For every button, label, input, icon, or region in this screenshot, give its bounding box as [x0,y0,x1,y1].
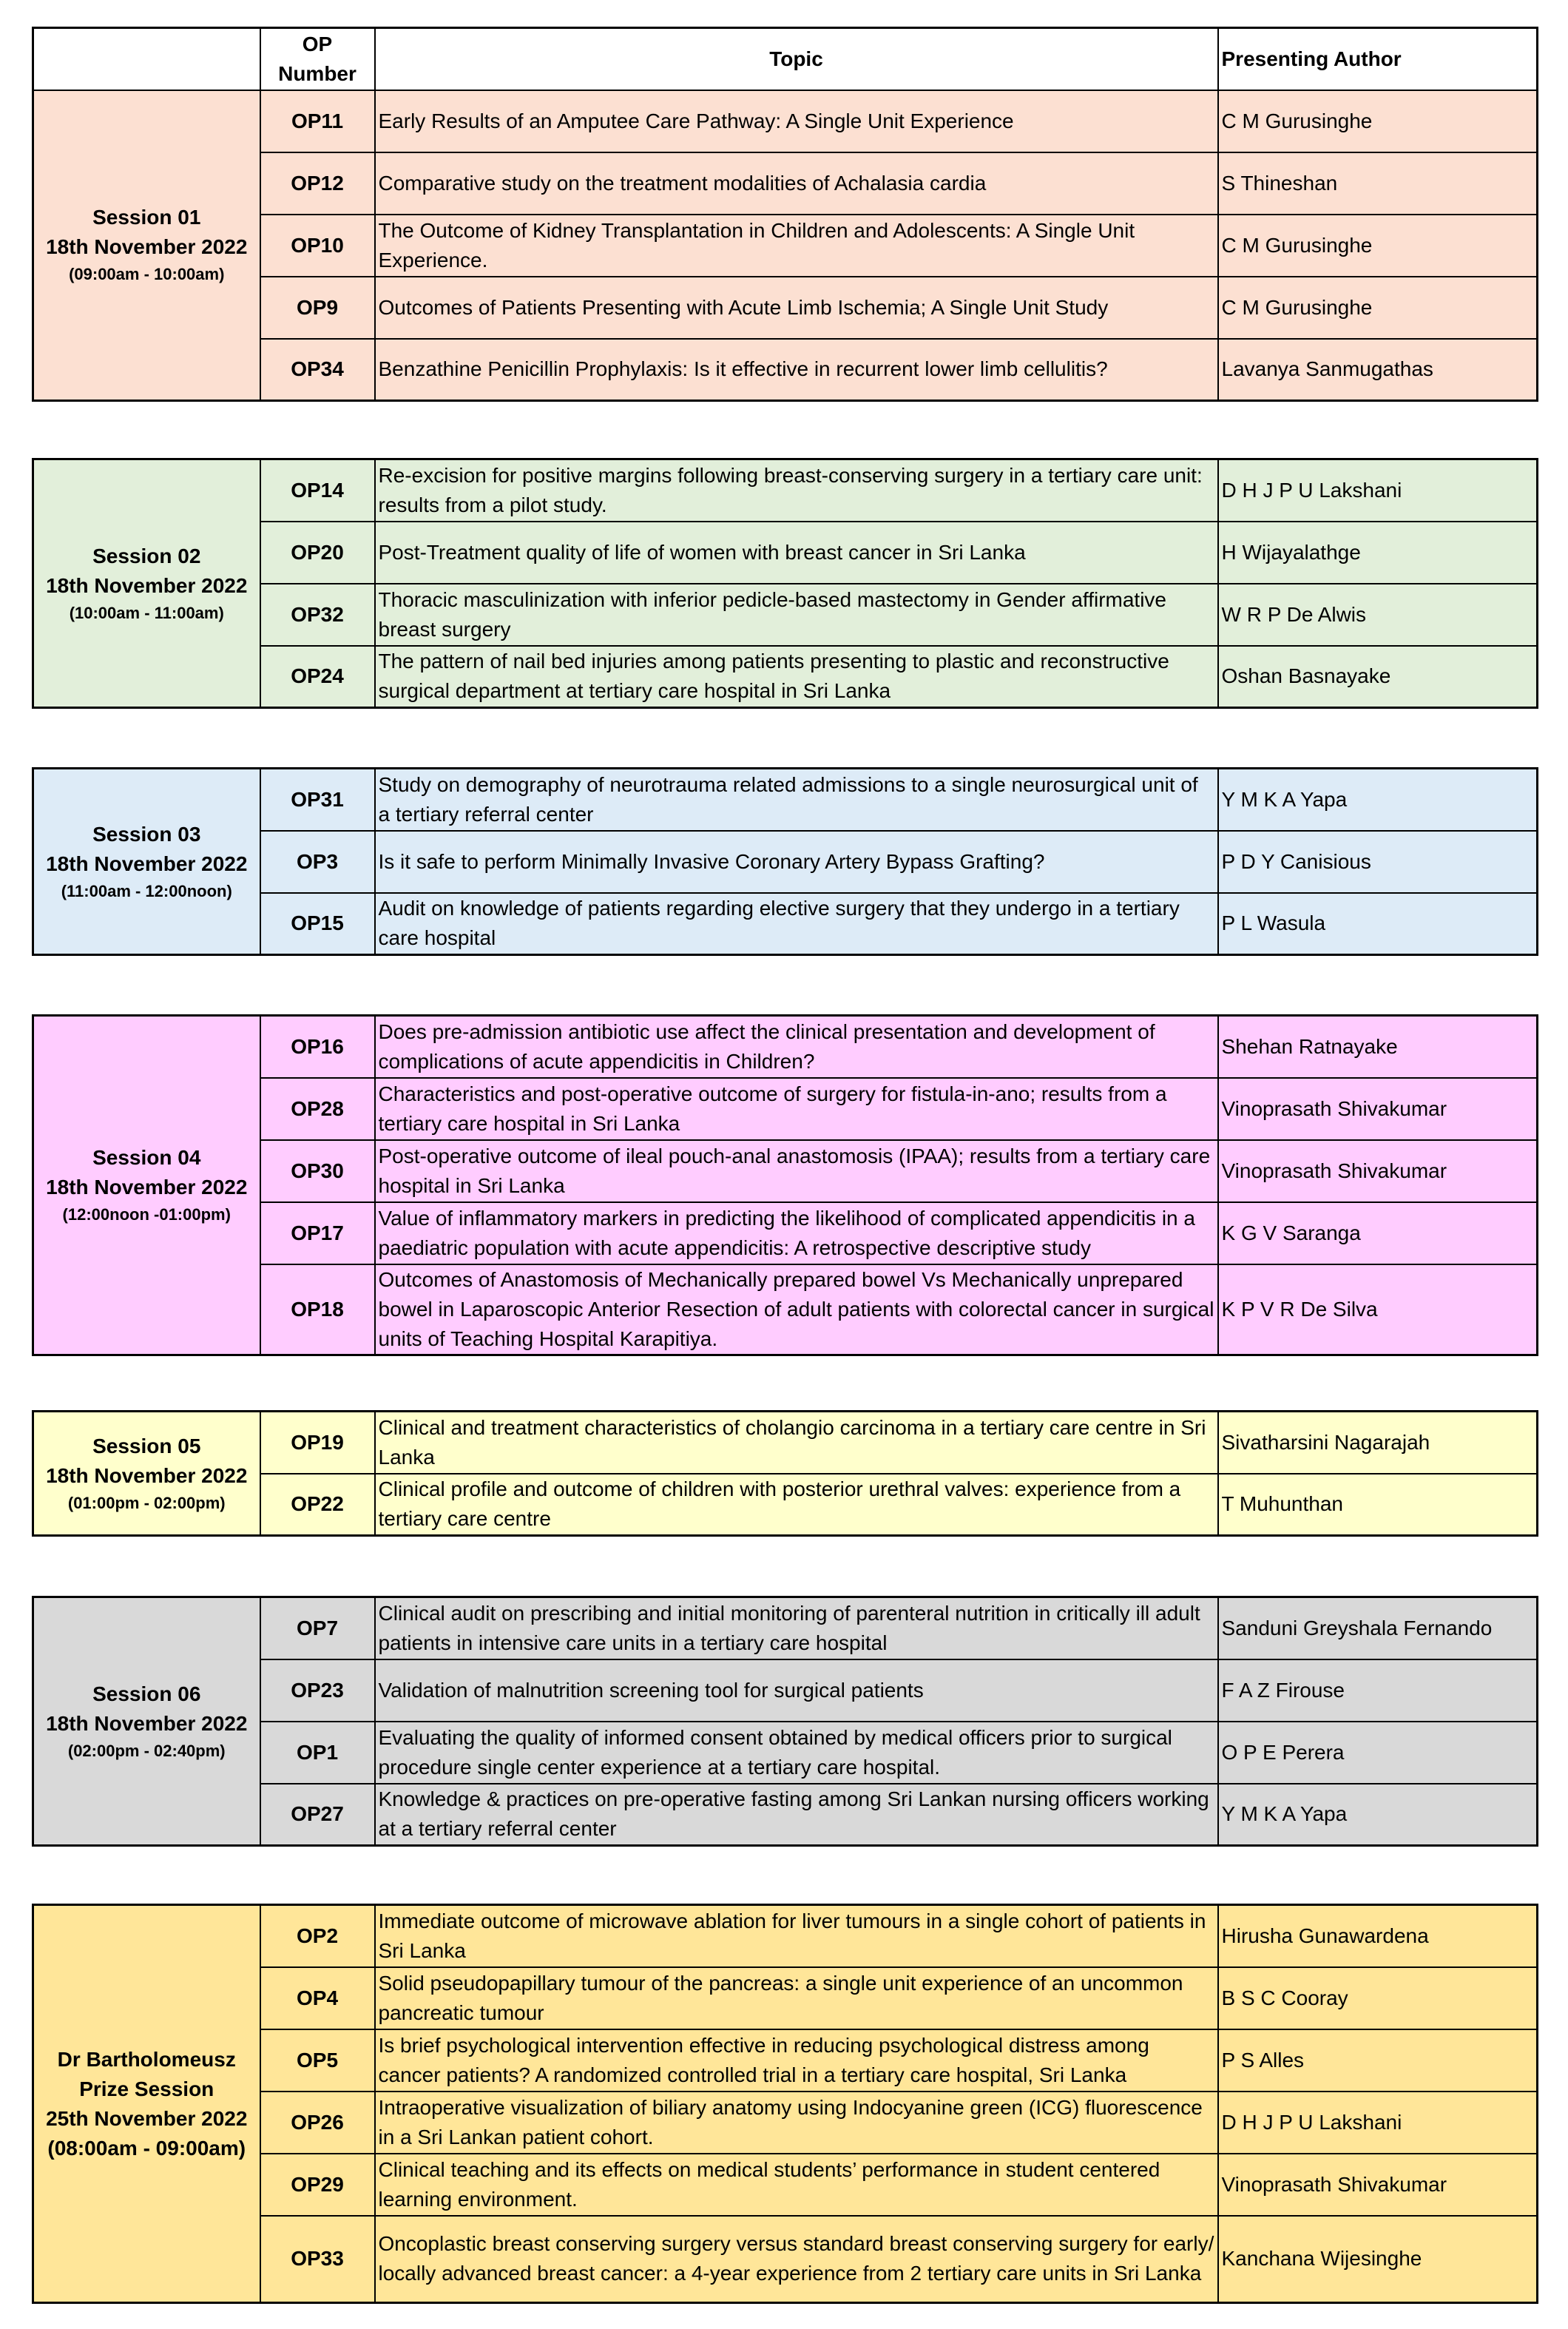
session-label [33,90,260,401]
table-row [33,1016,1538,1078]
presenting-author: O P E Perera [1218,1722,1538,1784]
presenting-author: Vinoprasath Shivakumar [1218,2154,1538,2216]
presenting-author: S Thineshan [1218,152,1538,215]
session-label [33,1905,260,2303]
topic: Knowledge & practices on pre-operative fasting among Sri Lankan nursing officers working at a tertiary referral center [375,1784,1218,1846]
session-label [33,1412,260,1536]
session-date: 18th November 2022 [46,573,248,597]
session-name: Session 04 [92,1145,201,1169]
topic: Oncoplastic breast conserving surgery versus standard breast conserving surgery for early/ locally advanced breast cancer: a 4-year experience from 2 tertiary care units in Sri Lanka [375,2216,1218,2303]
presenting-author: D H J P U Lakshani [1218,2092,1538,2154]
header-presenting-author: Presenting Author [1218,28,1538,90]
presenting-author: Hirusha Gunawardena [1218,1905,1538,1967]
topic: Outcomes of Anastomosis of Mechanically prepared bowel Vs Mechanically unprepared bowel in Laparoscopic Anterior Resection of adult patients with colorectal cancer in surgical units of Teaching Hospital Karapitiya. [375,1264,1218,1355]
presenting-author: P L Wasula [1218,893,1538,955]
topic: The pattern of nail bed injuries among patients presenting to plastic and reconstructive surgical department at tertiary care hospital in Sri Lanka [375,646,1218,708]
session-time: (10:00am - 11:00am) [69,603,224,622]
topic: The Outcome of Kidney Transplantation in Children and Adolescents: A Single Unit Experience. [375,215,1218,277]
session-label [33,459,260,708]
op-number: OP20 [260,522,375,584]
topic: Clinical audit on prescribing and initial monitoring of parenteral nutrition in critically ill adult patients in intensive care units in a tertiary care hospital [375,1597,1218,1659]
topic: Immediate outcome of microwave ablation for liver tumours in a single cohort of patients in Sri Lanka [375,1905,1218,1967]
op-number: OP16 [260,1016,375,1078]
session-name: Session 03 [92,822,201,846]
session-name: Session 01 [92,206,201,229]
table-row [33,1597,1538,1659]
op-number: OP22 [260,1474,375,1536]
op-number: OP5 [260,2029,375,2092]
presenting-author: W R P De Alwis [1218,584,1538,646]
presenting-author: Sanduni Greyshala Fernando [1218,1597,1538,1659]
presenting-author: B S C Cooray [1218,1967,1538,2029]
topic: Comparative study on the treatment modalities of Achalasia cardia [375,152,1218,215]
op-number: OP12 [260,152,375,215]
session-time: (02:00pm - 02:40pm) [67,1741,226,1760]
topic: Intraoperative visualization of biliary anatomy using Indocyanine green (ICG) fluorescence in a Sri Lankan patient cohort. [375,2092,1218,2154]
topic: Clinical teaching and its effects on medical students’ performance in student centered learning environment. [375,2154,1218,2216]
table-row [33,1412,1538,1474]
topic: Outcomes of Patients Presenting with Acute Limb Ischemia; A Single Unit Study [375,277,1218,339]
session-table [32,1410,1538,1537]
presenting-author: Y M K A Yapa [1218,769,1538,831]
op-number: OP11 [260,90,375,152]
session-table [32,1596,1538,1847]
presenting-author: Y M K A Yapa [1218,1784,1538,1846]
header-topic: Topic [375,28,1218,90]
session-date: 18th November 2022 [46,235,248,259]
topic: Benzathine Penicillin Prophylaxis: Is it effective in recurrent lower limb cellulitis? [375,339,1218,401]
op-number: OP31 [260,769,375,831]
presenting-author: C M Gurusinghe [1218,215,1538,277]
presenting-author: Kanchana Wijesinghe [1218,2216,1538,2303]
session-date: 18th November 2022 [46,1711,248,1735]
session-date: 18th November 2022 [46,1175,248,1199]
topic: Is it safe to perform Minimally Invasive Coronary Artery Bypass Grafting? [375,831,1218,893]
topic: Clinical and treatment characteristics of cholangio carcinoma in a tertiary care centre in Sri Lanka [375,1412,1218,1474]
op-number: OP32 [260,584,375,646]
op-number: OP9 [260,277,375,339]
presenting-author: H Wijayalathge [1218,522,1538,584]
session-time: (12:00noon -01:00pm) [62,1204,231,1224]
session-label [33,769,260,955]
op-number: OP15 [260,893,375,955]
topic: Audit on knowledge of patients regarding elective surgery that they undergo in a tertiary care hospital [375,893,1218,955]
presenting-author: T Muhunthan [1218,1474,1538,1536]
op-number: OP27 [260,1784,375,1846]
header-op-number: OP Number [260,28,375,90]
table-row [33,90,1538,152]
presenting-author: K G V Saranga [1218,1202,1538,1264]
op-number: OP30 [260,1140,375,1202]
topic: Re-excision for positive margins following breast-conserving surgery in a tertiary care unit: results from a pilot study. [375,459,1218,522]
op-number: OP33 [260,2216,375,2303]
session-table [32,767,1538,956]
session-name: Session 05 [92,1434,201,1457]
op-number: OP19 [260,1412,375,1474]
session-date: 18th November 2022 [46,852,248,875]
session-table [32,27,1538,402]
op-number: OP29 [260,2154,375,2216]
presenting-author: F A Z Firouse [1218,1659,1538,1722]
op-number: OP3 [260,831,375,893]
topic: Early Results of an Amputee Care Pathway: A Single Unit Experience [375,90,1218,152]
topic: Validation of malnutrition screening tool for surgical patients [375,1659,1218,1722]
session-time: (09:00am - 10:00am) [69,265,225,284]
presenting-author: Sivatharsini Nagarajah [1218,1412,1538,1474]
op-number: OP14 [260,459,375,522]
topic: Is brief psychological intervention effective in reducing psychological distress among cancer patients? A randomized controlled trial in a tertiary care hospital, Sri Lanka [375,2029,1218,2092]
op-number: OP18 [260,1264,375,1355]
topic: Solid pseudopapillary tumour of the pancreas: a single unit experience of an uncommon pancreatic tumour [375,1967,1218,2029]
topic: Post-Treatment quality of life of women with breast cancer in Sri Lanka [375,522,1218,584]
presenting-author: K P V R De Silva [1218,1264,1538,1355]
op-number: OP1 [260,1722,375,1784]
op-number: OP26 [260,2092,375,2154]
presenting-author: D H J P U Lakshani [1218,459,1538,522]
topic: Value of inflammatory markers in predicting the likelihood of complicated appendicitis in a paediatric population with acute appendicitis: A retrospective descriptive study [375,1202,1218,1264]
session-line1: Dr Bartholomeusz [57,2047,236,2071]
topic: Clinical profile and outcome of children with posterior urethral valves: experience from a tertiary care centre [375,1474,1218,1536]
op-number: OP17 [260,1202,375,1264]
session-time: (08:00am - 09:00am) [47,2136,246,2160]
presenting-author: P D Y Canisious [1218,831,1538,893]
presenting-author: Vinoprasath Shivakumar [1218,1140,1538,1202]
topic: Evaluating the quality of informed consent obtained by medical officers prior to surgical procedure single center experience at a tertiary care hospital. [375,1722,1218,1784]
topic: Study on demography of neurotrauma related admissions to a single neurosurgical unit of a tertiary referral center [375,769,1218,831]
op-number: OP2 [260,1905,375,1967]
session-line2: Prize Session [79,2077,214,2100]
op-number: OP23 [260,1659,375,1722]
op-number: OP28 [260,1078,375,1140]
session-table [32,1014,1538,1356]
presenting-author: C M Gurusinghe [1218,90,1538,152]
session-date: 18th November 2022 [46,1463,248,1487]
op-number: OP4 [260,1967,375,2029]
prize-session-table [32,1904,1538,2304]
presenting-author: C M Gurusinghe [1218,277,1538,339]
session-time: (01:00pm - 02:00pm) [67,1493,226,1512]
session-date: 25th November 2022 [46,2106,248,2130]
table-row [33,769,1538,831]
op-number: OP24 [260,646,375,708]
table-row [33,459,1538,522]
op-number: OP7 [260,1597,375,1659]
topic: Post-operative outcome of ileal pouch-anal anastomosis (IPAA); results from a tertiary care hospital in Sri Lanka [375,1140,1218,1202]
op-number: OP10 [260,215,375,277]
header-row [33,28,1538,90]
session-label [33,1597,260,1846]
session-table [32,458,1538,709]
presenting-author: Lavanya Sanmugathas [1218,339,1538,401]
session-time: (11:00am - 12:00noon) [61,881,232,900]
presenting-author: Oshan Basnayake [1218,646,1538,708]
op-number: OP34 [260,339,375,401]
presenting-author: Vinoprasath Shivakumar [1218,1078,1538,1140]
presenting-author: P S Alles [1218,2029,1538,2092]
session-label [33,1016,260,1355]
topic: Thoracic masculinization with inferior pedicle-based mastectomy in Gender affirmative breast surgery [375,584,1218,646]
topic: Does pre-admission antibiotic use affect the clinical presentation and development of complications of acute appendicitis in Children? [375,1016,1218,1078]
topic: Characteristics and post-operative outcome of surgery for fistula-in-ano; results from a tertiary care hospital in Sri Lanka [375,1078,1218,1140]
session-name: Session 02 [92,544,201,567]
presenting-author: Shehan Ratnayake [1218,1016,1538,1078]
table-row [33,1905,1538,1967]
header-blank [33,28,260,90]
session-name: Session 06 [92,1682,201,1705]
